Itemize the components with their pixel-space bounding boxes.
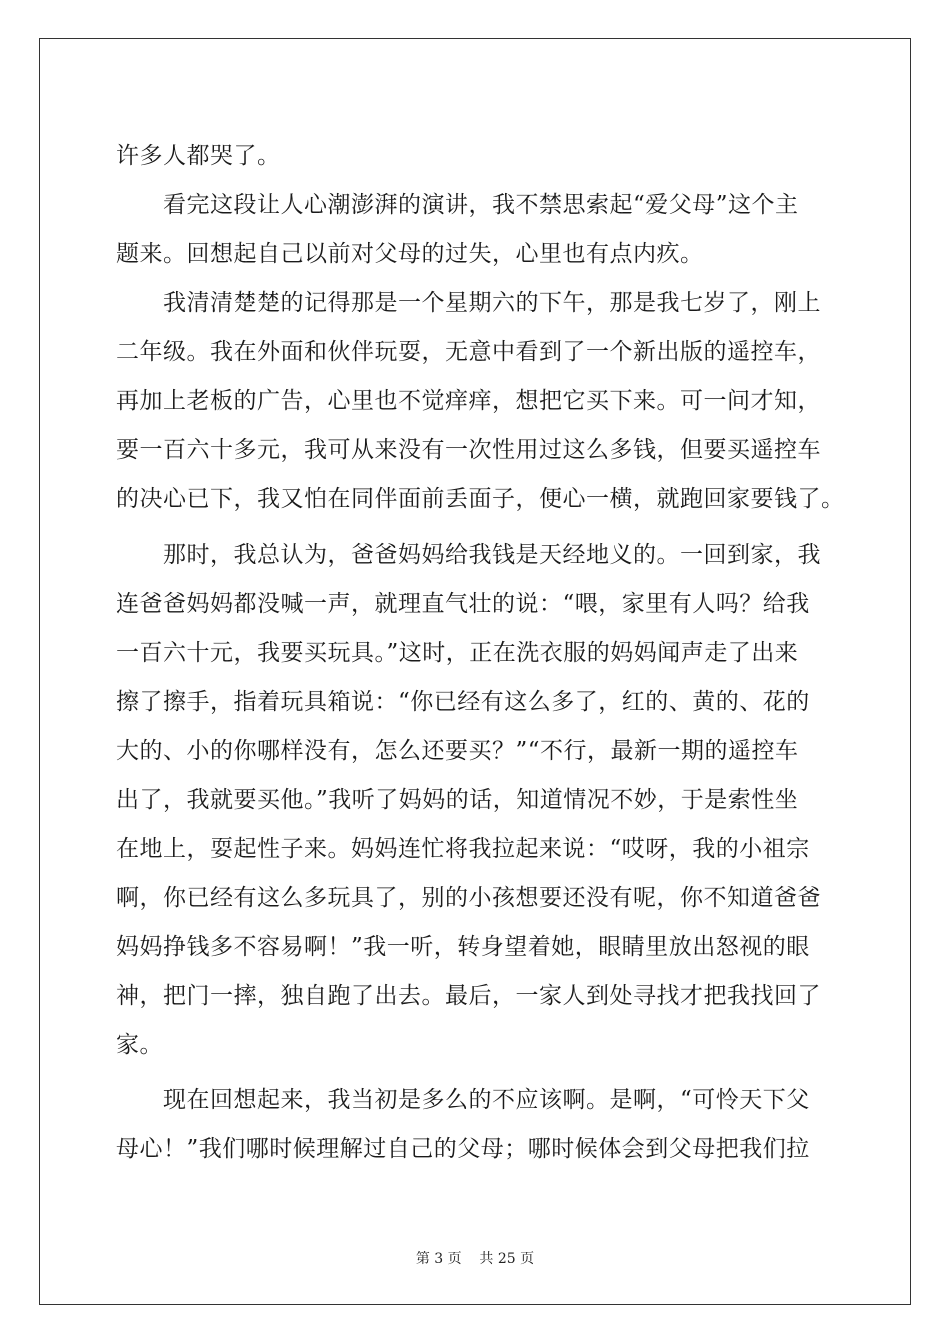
text-line: 神，把门一摔，独自跑了出去。最后，一家人到处寻找才把我找回了 [116,983,821,1009]
text-line: 我清清楚楚的记得那是一个星期六的下午，那是我七岁了，刚上 [116,290,821,316]
text-line: 再加上老板的广告，心里也不觉痒痒，想把它买下来。可一问才知， [116,388,821,414]
text-line: 妈妈挣钱多不容易啊！”我一听，转身望着她，眼睛里放出怒视的眼 [116,934,810,960]
text-line: 啊，你已经有这么多玩具了，别的小孩想要还没有呢，你不知道爸爸 [116,885,821,911]
text-line: 现在回想起来，我当初是多么的不应该啊。是啊，“可怜天下父 [116,1087,810,1113]
text-line: 那时，我总认为，爸爸妈妈给我钱是天经地义的。一回到家，我 [116,542,821,568]
page-border [39,38,911,1305]
text-line: 的决心已下，我又怕在同伴面前丢面子，便心一横，就跑回家要钱了。 [116,486,845,512]
text-line: 看完这段让人心潮澎湃的演讲，我不禁思索起“爱父母”这个主 [116,192,799,218]
text-line: 母心！”我们哪时候理解过自己的父母；哪时候体会到父母把我们拉 [116,1136,810,1162]
text-line: 出了，我就要买他。”我听了妈妈的话，知道情况不妙，于是索性坐 [116,787,799,813]
page-footer: 第 3 页 共 25 页 [415,1251,535,1267]
text-line: 二年级。我在外面和伙伴玩耍，无意中看到了一个新出版的遥控车， [116,339,821,365]
text-line: 许多人都哭了。 [116,143,281,169]
text-line: 在地上，耍起性子来。妈妈连忙将我拉起来说：“哎呀，我的小祖宗 [116,836,810,862]
text-line: 题来。回想起自己以前对父母的过失，心里也有点内疚。 [116,241,704,267]
text-line: 擦了擦手，指着玩具箱说：“你已经有这么多了，红的、黄的、花的 [116,689,810,715]
text-line: 一百六十元，我要买玩具。”这时，正在洗衣服的妈妈闻声走了出来 [116,640,799,666]
text-line: 连爸爸妈妈都没喊一声，就理直气壮的说：“喂，家里有人吗？给我 [116,591,810,617]
text-line: 要一百六十多元，我可从来没有一次性用过这么多钱，但要买遥控车 [116,437,821,463]
text-line: 大的、小的你哪样没有，怎么还要买？”“不行，最新一期的遥控车 [116,738,799,764]
text-line: 家。 [116,1032,163,1058]
